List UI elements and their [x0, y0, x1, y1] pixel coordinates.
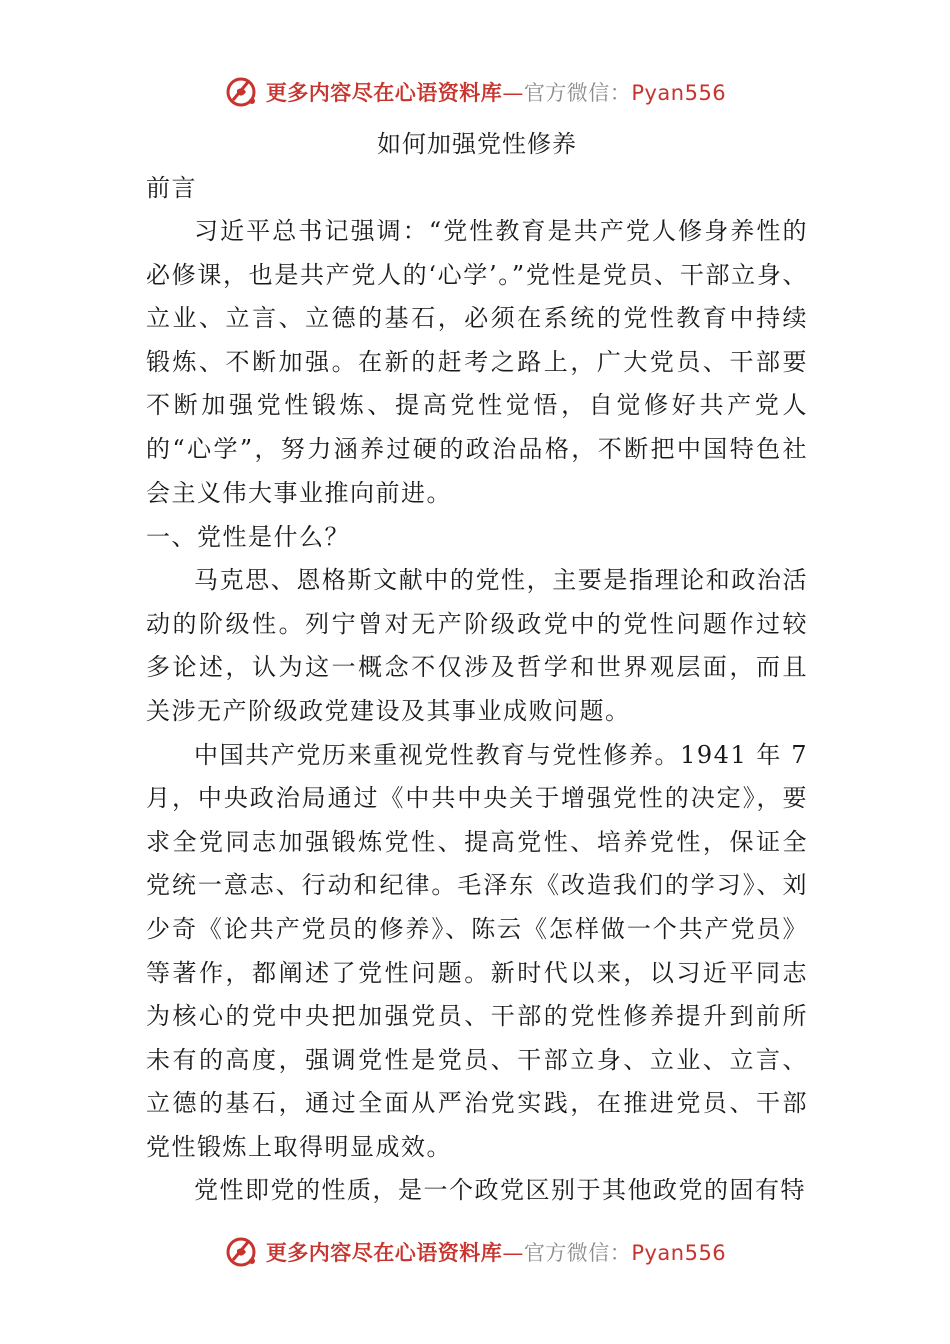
watermark-dash: — — [502, 1241, 524, 1265]
watermark-dash: — — [502, 81, 524, 105]
section-1-paragraph: 党性即党的性质，是一个政党区别于其他政党的固有特 — [194, 1176, 806, 1205]
watermark-wechat-id: Pyan556 — [631, 81, 727, 105]
watermark-site-name: 更多内容尽在心语资料库 — [265, 81, 503, 105]
preface-heading: 前言 — [146, 174, 197, 202]
watermark-text — [266, 1237, 726, 1267]
watermark-text — [266, 77, 726, 107]
watermark-wechat-id: Pyan556 — [631, 1241, 727, 1265]
section-1-paragraph: 中国共产党历来重视党性教育与党性修养。1941 年 7 月，中央政治局通过《中共中央关于增强党性的决定》，要求全党同志加强锻炼党性、提高党性、培养党性，保证全党统一意志、行动和纪律。毛泽东《改造我们的学习》、刘少奇《论共产党员的修养》、陈云《怎样做一个共产党员》等著作，都阐述了党性问题。新时代以来，以习近平同志为核心的党中央把加强党员、干部的党性修养提升到前所未有的高度，强调党性是党员、干部立身、立业、立言、立德的基石，通过全面从严治党实践，在推进党员、干部党性锻炼上取得明显成效。 — [146, 740, 808, 1161]
watermark-banner-bottom — [0, 1232, 950, 1272]
watermark-wechat-label: 官方微信： — [523, 1241, 632, 1265]
document-title: 如何加强党性修养 — [377, 130, 577, 158]
preface-paragraph: 习近平总书记强调：“党性教育是共产党人修身养性的必修课，也是共产党人的‘心学’。”党性是党员、干部立身、立业、立言、立德的基石，必须在系统的党性教育中持续锻炼、不断加强。在新的赶考之路上，广大党员、干部要不断加强党性锻炼、提高党性觉悟，自觉修好共产党人的“心学”，努力涵养过硬的政治品格，不断把中国特色社会主义伟大事业推向前进。 — [146, 217, 808, 507]
watermark-site-name: 更多内容尽在心语资料库 — [265, 1241, 503, 1265]
watermark-wechat-label: 官方微信： — [523, 81, 632, 105]
section-1-heading: 一、党性是什么？ — [146, 523, 350, 552]
watermark-logo-icon — [224, 74, 260, 110]
document-body — [146, 120, 808, 1213]
watermark-logo-icon — [224, 1234, 260, 1270]
watermark-banner-top — [0, 72, 950, 112]
section-1-paragraph: 马克思、恩格斯文献中的党性，主要是指理论和政治活动的阶级性。列宁曾对无产阶级政党中的党性问题作过较多论述，认为这一概念不仅涉及哲学和世界观层面，而且关涉无产阶级政党建设及其事业成败问题。 — [146, 566, 808, 725]
